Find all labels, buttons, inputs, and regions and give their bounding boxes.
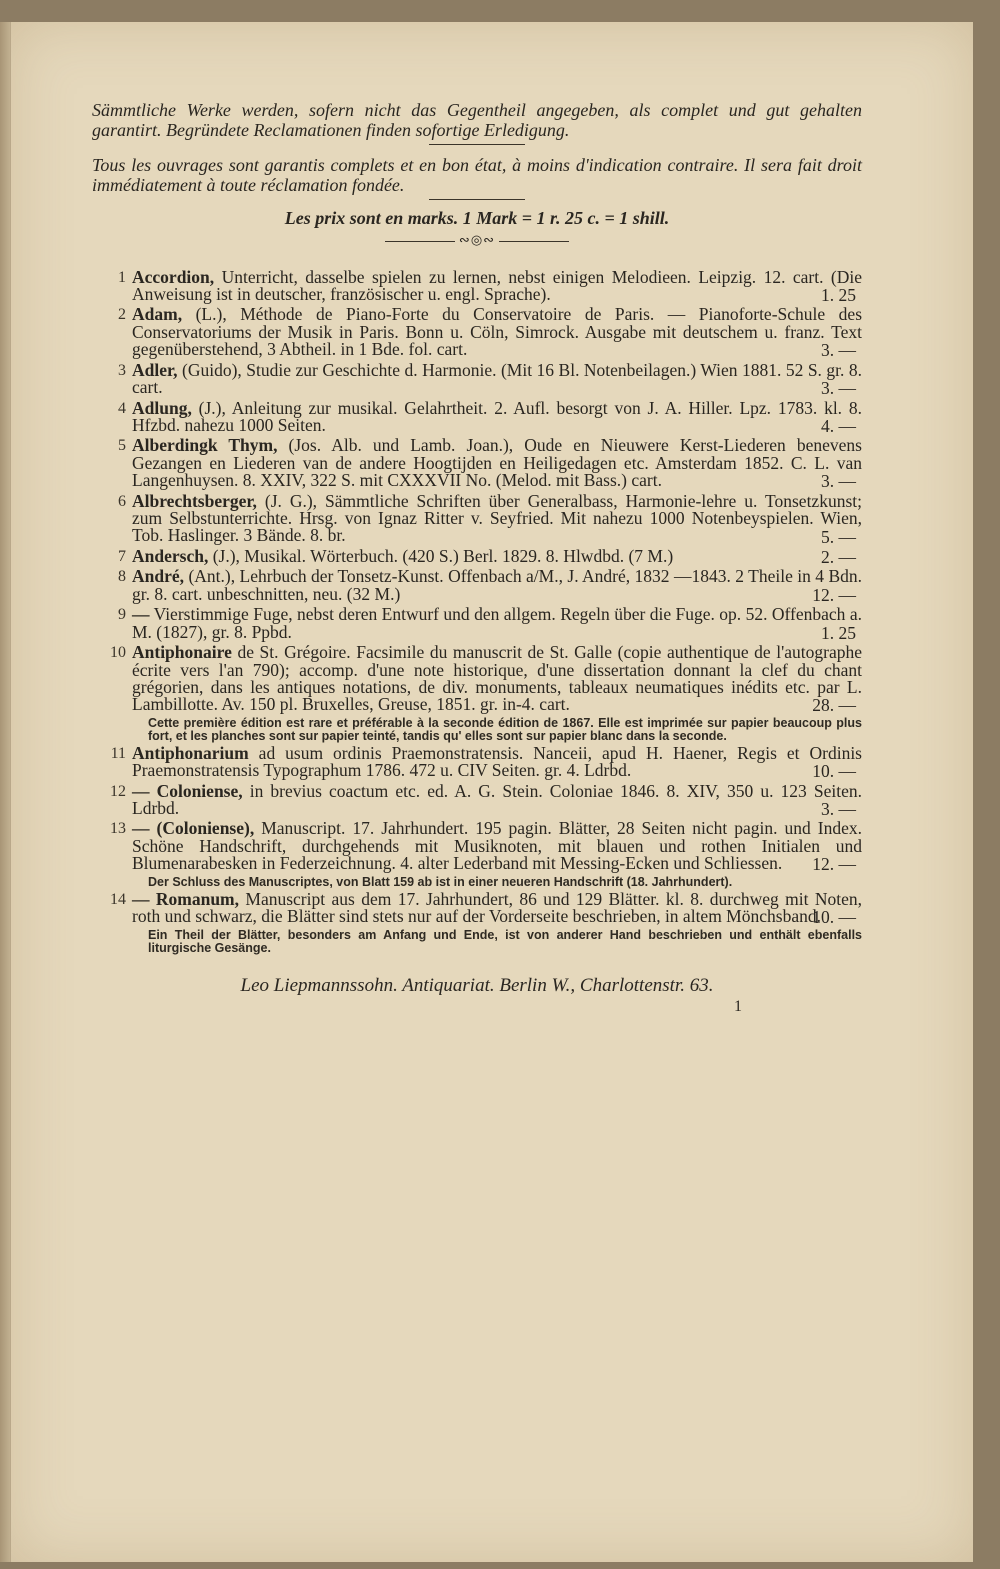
entry-price: 3. — <box>821 799 856 820</box>
entry-number: 6 <box>118 492 126 510</box>
entry-number: 11 <box>110 744 126 762</box>
entry-number: 1 <box>118 268 126 286</box>
entry-name: — Coloniense, <box>132 780 243 801</box>
entry-number: 14 <box>110 890 126 908</box>
catalog-entry <box>92 568 862 604</box>
catalog-entry <box>92 644 862 742</box>
entry-price: 10. — <box>812 907 856 928</box>
entry-number: 12 <box>110 782 126 800</box>
page-content <box>92 100 862 1015</box>
entry-name: Adlung, <box>132 397 192 418</box>
entry-name: Andersch, <box>132 545 209 566</box>
catalog-entry <box>92 359 863 399</box>
entry-number: 3 <box>118 361 126 379</box>
prices-note: Les prix sont en marks. 1 Mark = 1 r. 25 c. = 1 shill. <box>284 208 670 228</box>
entry-description: Vierstimmige Fuge, nebst deren Entwurf und den allgem. Regeln über die Fuge. op. 52. Offenbach a. M. (1827), gr. 8. Ppbd. <box>132 604 862 642</box>
entry-number: 7 <box>118 547 126 565</box>
catalog-entries <box>92 266 863 955</box>
entry-name: Adler, <box>132 359 178 380</box>
divider-rule <box>429 199 525 200</box>
entry-name: André, <box>132 566 185 587</box>
entry-description: (Guido), Studie zur Geschichte d. Harmonie. (Mit 16 Bl. Notenbeilagen.) Wien 1881. 52 S. gr. 8. cart. <box>132 359 863 397</box>
entry-description: (L.), Méthode de Piano-Forte du Conservatoire de Paris. — Pianoforte-Schule des Conservatoriums der Musik in Paris. Bonn u. Cöln, Simrock. Ausgabe mit deutschem u. franz. Text gegenüberstehend, 3 Abtheil. in 1 Bde. fol. cart. <box>132 304 863 360</box>
entry-number: 13 <box>110 820 126 838</box>
entry-number: 10 <box>110 644 126 662</box>
catalog-entry <box>92 437 862 490</box>
catalog-entry <box>92 742 862 782</box>
catalog-entry <box>92 545 862 568</box>
ornament-divider: ∾◎∾ <box>92 231 862 248</box>
catalog-entry <box>92 780 862 820</box>
entry-price: 1. 25 <box>821 622 856 643</box>
entry-description: (J. G.), Sämmtliche Schriften über Generalbass, Harmonie-lehre u. Tonsetzkunst; zum Selbstunterrichte. Hrsg. von Ignaz Ritter v. Seyfried. Mit nahezu 1000 Notenbeyspielen. Wien, Tob. Haslinger. 3 Bände. 8. br. <box>132 490 862 546</box>
entry-description: (Ant.), Lehrbuch der Tonsetz-Kunst. Offenbach a/M., J. André, 1832 —1843. 2 Theile in 4 Bdn. gr. 8. cart. unbeschnitten, neu. (32 M.) <box>132 566 863 604</box>
catalog-entry <box>92 306 862 359</box>
entry-name: Antiphonaire <box>132 642 232 663</box>
entry-note: Cette première édition est rare et préférable à la seconde édition de 1867. Elle est imprimée sur papier beaucoup plus fort, et les planches sont sur papier teinté, tandis qu' elles sont sur papier blanc dans la seconde. <box>148 715 862 743</box>
entry-price: 12. — <box>812 585 856 606</box>
entry-name: — <box>132 604 150 625</box>
entry-number: 9 <box>118 606 126 624</box>
entry-price: 28. — <box>812 695 856 716</box>
entry-price: 5. — <box>821 526 856 547</box>
entry-name: Alberdingk Thym, <box>132 435 278 456</box>
entry-price: 12. — <box>812 854 856 875</box>
intro-french: Tous les ouvrages sont garantis complets et en bon état, à moins d'indication contraire. Il sera fait droit immédiatement à toute réclamation fondée. <box>92 155 862 195</box>
entry-price: 10. — <box>812 761 856 782</box>
entry-price: 1. 25 <box>821 285 856 306</box>
entry-description: ad usum ordinis Praemonstratensis. Nanceii, apud H. Haener, Regis et Ordinis Praemonstratensis Typographum 1786. 472 u. CIV Seiten. gr. 4. Ldrbd. <box>132 742 862 780</box>
entry-price: 2. — <box>821 547 856 568</box>
entry-name: — (Coloniense), <box>132 818 255 839</box>
entry-number: 4 <box>118 399 126 417</box>
page-number: 1 <box>734 997 742 1015</box>
entry-description: (Jos. Alb. und Lamb. Joan.), Oude en Nieuwere Kerst-Liederen benevens Gezangen en Liederen van de andere Hoogtijden en Heiligedagen etc. Amsterdam 1852. C. L. van Langenhuysen. 8. XXIV, 322 S. mit CXXXVII No. (Melod. mit Bass.) cart. <box>132 435 862 491</box>
intro-german: Sämmtliche Werke werden, sofern nicht das Gegentheil angegeben, als complet und gut gehalten garantirt. Begründete Reclamationen finden sofortige Erledigung. <box>92 100 862 140</box>
entry-note: Der Schluss des Manuscriptes, von Blatt 159 ab ist in einer neueren Handschrift (18. Jahrhundert). <box>148 874 733 889</box>
entry-description: (J.), Musikal. Wörterbuch. (420 S.) Berl. 1829. 8. Hlwdbd. (7 M.) <box>212 545 674 566</box>
entry-description: de St. Grégoire. Facsimile du manuscrit de St. Galle (copie authentique de l'autographe écrite vers l'an 790); accomp. d'une note historique, d'une dissertation donnant la clef du chant grégorien, dans les antiques notations, de div. monuments, tableaux neumatiques inédits etc. par L. Lambillotte. Av. 150 pl. Bruxelles, Greuse, 1851. gr. in-4. cart. <box>132 642 863 715</box>
entry-description: (J.), Anleitung zur musikal. Gelahrtheit. 2. Aufl. besorgt von J. A. Hiller. Lpz. 1783. kl. 8. Hfzbd. nahezu 1000 Seiten. <box>132 397 863 435</box>
entry-number: 2 <box>118 306 126 324</box>
entry-price: 3. — <box>821 378 856 399</box>
entry-name: Albrechtsberger, <box>132 490 257 511</box>
divider-rule <box>429 144 525 145</box>
entry-name: Accordion, <box>132 266 215 287</box>
catalog-entry <box>92 888 862 955</box>
entry-price: 3. — <box>821 340 856 361</box>
entry-description: Manuscript aus dem 17. Jahrhundert, 86 und 129 Blätter. kl. 8. durchweg mit Noten, roth und schwarz, die Blätter sind stets nur auf der Vorderseite beschrieben, in altem Mönchsband. <box>132 888 862 926</box>
entry-price: 4. — <box>821 416 856 437</box>
catalog-entry <box>92 606 862 642</box>
entry-number: 5 <box>118 437 126 455</box>
entry-price: 3. — <box>821 471 856 492</box>
entry-number: 8 <box>118 568 126 586</box>
publisher-footer: Leo Liepmannssohn. Antiquariat. Berlin W., Charlottenstr. 63. <box>240 974 714 996</box>
entry-name: Adam, <box>132 304 183 325</box>
catalog-entry <box>92 820 862 888</box>
entry-note: Ein Theil der Blätter, besonders am Anfang und Ende, ist von anderer Hand beschrieben und enthält ebenfalls liturgische Gesänge. <box>148 927 862 955</box>
catalog-entry <box>92 397 863 437</box>
entry-description: in brevius coactum etc. ed. A. G. Stein. Coloniae 1846. 8. XIV, 350 u. 123 Seiten. Ldrbd. <box>132 780 862 818</box>
entry-description: Unterricht, dasselbe spielen zu lernen, nebst einigen Melodieen. Leipzig. 12. cart. (Die Anweisung ist in deutscher, französischer u. engl. Sprache). <box>132 266 863 304</box>
entry-name: — Romanum, <box>132 888 240 909</box>
entry-name: Antiphonarium <box>132 742 249 763</box>
catalog-entry <box>92 490 862 547</box>
entry-description: Manuscript. 17. Jahrhundert. 195 pagin. Blätter, 28 Seiten nicht pagin. und Index. Schöne Handschrift, durchgehends mit Musiknoten, mit blauen und rothen Initialen und Blumenarabesken in Federzeichnung. 4. alter Lederband mit Messing-Ecken und Schliessen. <box>132 818 863 874</box>
catalog-entry <box>92 266 863 306</box>
